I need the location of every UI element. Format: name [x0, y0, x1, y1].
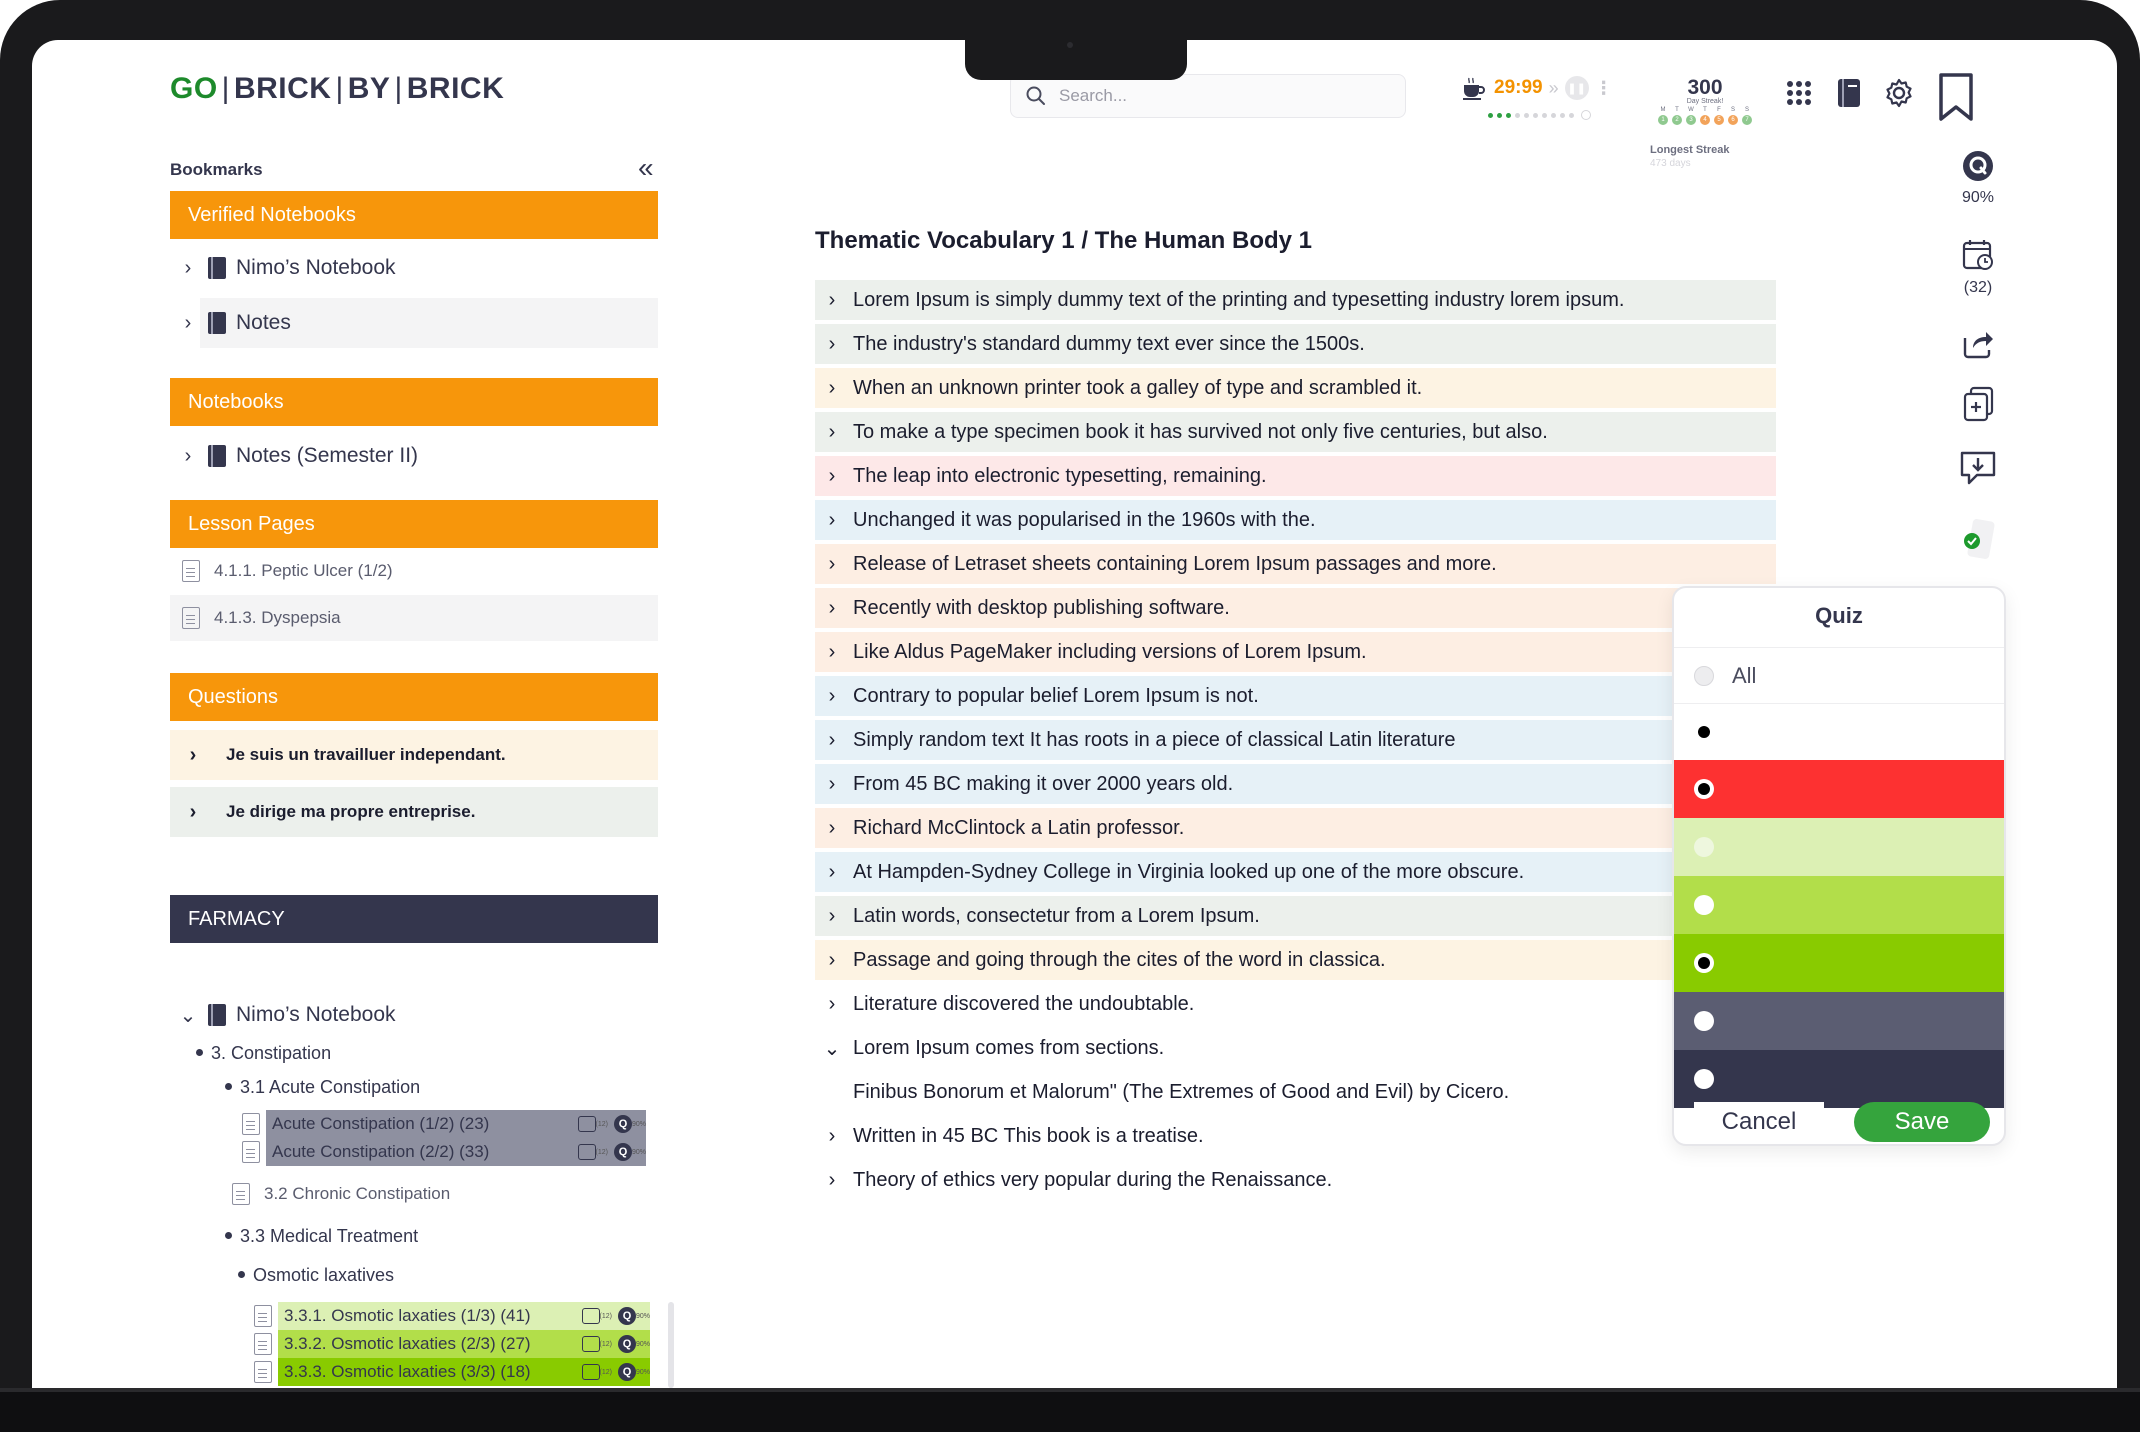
section-verified-notebooks[interactable]: Verified Notebooks: [170, 191, 658, 239]
camera-notch: [965, 40, 1187, 80]
lesson-item[interactable]: [170, 595, 658, 641]
line-text: Richard McClintock a Latin professor.: [853, 816, 1185, 839]
tree-page[interactable]: [254, 1330, 650, 1358]
fast-forward-icon[interactable]: »: [1548, 77, 1559, 98]
study-timer: [1460, 74, 1613, 102]
chevron-right-icon[interactable]: ›: [828, 772, 836, 795]
radio-gray[interactable]: [1694, 1011, 1714, 1031]
chevron-right-icon[interactable]: ›: [189, 743, 197, 766]
streak-day-circles: 1 2 3 4 5 6 7: [1650, 115, 1760, 125]
logo-brick: BRICK: [233, 72, 332, 105]
item-label: Nimo’s Notebook: [236, 1003, 396, 1026]
quiz-option-lime[interactable]: [1674, 876, 2004, 934]
lesson-label: 4.1.3. Dyspepsia: [214, 608, 341, 627]
page-label: 3.3.2. Osmotic laxaties (2/3) (27): [284, 1334, 531, 1353]
quiz-option-red[interactable]: [1674, 760, 2004, 818]
content-line[interactable]: [815, 676, 1776, 716]
line-text: Theory of ethics very popular during the Renaissance.: [853, 1168, 1333, 1191]
page-label: Acute Constipation (2/2) (33): [272, 1142, 490, 1161]
chevron-right-icon[interactable]: ›: [828, 992, 836, 1015]
timer-more-icon[interactable]: ⋮: [1594, 77, 1613, 98]
quiz-option-white[interactable]: [1674, 704, 2004, 760]
notebook-icon: [208, 445, 226, 467]
logo-by: BY: [347, 72, 391, 105]
quiz-check-icon: [1960, 518, 1996, 562]
tree-label: 3. Constipation: [211, 1043, 332, 1063]
collapse-sidebar-icon[interactable]: «: [638, 152, 654, 183]
content-line[interactable]: [815, 896, 1776, 936]
quiz-option-green[interactable]: [1674, 934, 2004, 992]
tree-page[interactable]: [242, 1110, 646, 1138]
sidebar-item-nimos-notebook[interactable]: [170, 243, 658, 293]
content-line[interactable]: [815, 368, 1776, 408]
quiz-q-icon[interactable]: Q 90%: [618, 1363, 650, 1381]
question-item[interactable]: [170, 730, 658, 780]
quiz-percent: 90%: [1961, 189, 1995, 206]
document-icon: [182, 607, 200, 629]
pause-icon[interactable]: ❚❚: [1565, 76, 1589, 100]
line-text: Literature discovered the undoubtable.: [853, 992, 1195, 1015]
settings-gear-icon[interactable]: [1882, 76, 1916, 110]
lesson-label: 4.1.1. Peptic Ulcer (1/2): [214, 561, 393, 580]
chevron-right-icon[interactable]: ›: [828, 552, 836, 575]
chevron-right-icon[interactable]: ›: [828, 420, 836, 443]
page-label: 3.2 Chronic Constipation: [264, 1184, 451, 1203]
item-label: Notes: [236, 311, 291, 334]
logo-go: GO: [170, 72, 218, 105]
quiz-option-gray[interactable]: [1674, 992, 2004, 1050]
content-line[interactable]: [815, 456, 1776, 496]
line-text: When an unknown printer took a galley of type and scrambled it.: [853, 376, 1423, 399]
line-text: The industry's standard dummy text ever since the 1500s.: [853, 332, 1365, 355]
line-text: Finibus Bonorum et Malorum" (The Extremes of Good and Evil) by Cicero.: [853, 1080, 1510, 1103]
page-title: Thematic Vocabulary 1 / The Human Body 1: [815, 227, 1313, 254]
sidebar-title: Bookmarks: [170, 160, 263, 179]
content-line[interactable]: [815, 588, 1776, 628]
download-comments-button[interactable]: [1952, 448, 2004, 493]
tree-page[interactable]: [254, 1358, 650, 1386]
chevron-right-icon[interactable]: ›: [828, 684, 836, 707]
quiz-score[interactable]: [1952, 150, 2004, 207]
quiz-option-all[interactable]: [1674, 648, 2004, 704]
line-text: Like Aldus PageMaker including versions of Lorem Ipsum.: [853, 640, 1367, 663]
content-line[interactable]: [815, 632, 1776, 672]
content-line[interactable]: [815, 852, 1776, 892]
content-line[interactable]: [815, 940, 1776, 980]
document-icon: [254, 1305, 272, 1327]
content-line[interactable]: [815, 500, 1776, 540]
quiz-q-icon[interactable]: Q 90%: [618, 1307, 650, 1325]
comment-download-icon: [1959, 448, 1997, 488]
chevron-right-icon[interactable]: ›: [828, 948, 836, 971]
add-copy-icon: [1961, 386, 1995, 422]
search-input[interactable]: [1059, 86, 1379, 106]
line-text: Unchanged it was popularised in the 1960s with the.: [853, 508, 1316, 531]
tree-node[interactable]: [238, 1265, 394, 1286]
line-text: The leap into electronic typesetting, remaining.: [853, 464, 1267, 487]
content-line[interactable]: [815, 764, 1776, 804]
quiz-option-navy[interactable]: [1674, 1050, 2004, 1108]
question-item[interactable]: [170, 787, 658, 837]
timer-progress-dots: [1488, 110, 1591, 120]
line-text: Written in 45 BC This book is a treatise.: [853, 1124, 1204, 1147]
quiz-q-icon[interactable]: Q 90%: [614, 1115, 646, 1133]
page-label: 3.3.3. Osmotic laxaties (3/3) (18): [284, 1362, 531, 1381]
quiz-title: Quiz: [1674, 588, 2004, 648]
calendar-count-label: (32): [1963, 279, 1993, 296]
chevron-right-icon[interactable]: ›: [828, 508, 836, 531]
tree-page[interactable]: [254, 1302, 650, 1330]
chevron-right-icon[interactable]: ›: [828, 1124, 836, 1147]
item-label: Notes (Semester II): [236, 444, 419, 467]
cancel-button[interactable]: Cancel: [1694, 1102, 1824, 1142]
tree-label: 3.3 Medical Treatment: [240, 1226, 419, 1246]
radio-lime[interactable]: [1694, 895, 1714, 915]
chevron-right-icon[interactable]: ›: [828, 376, 836, 399]
section-lesson-pages[interactable]: Lesson Pages: [170, 500, 658, 548]
longest-streak-days: 473 days: [1650, 158, 1691, 169]
question-label: Je suis un travailluer independant.: [226, 745, 506, 764]
content-line[interactable]: [815, 808, 1776, 848]
line-text: At Hampden-Sydney College in Virginia looked up one of the more obscure.: [853, 860, 1525, 883]
content-line[interactable]: [815, 280, 1776, 320]
calendar-icon[interactable]: (12): [582, 1336, 612, 1352]
notebook-icon: [208, 312, 226, 334]
chevron-right-icon[interactable]: ›: [828, 904, 836, 927]
search-icon: [1025, 85, 1047, 107]
all-label: All: [1732, 662, 1757, 688]
streak-label: Day Streak!: [1686, 98, 1724, 105]
line-text: To make a type specimen book it has survived not only five centuries, but also.: [853, 420, 1548, 443]
tree-node[interactable]: [225, 1226, 418, 1247]
chevron-right-icon[interactable]: ›: [828, 288, 836, 311]
streak-count: 300: [1687, 76, 1723, 99]
app-logo[interactable]: GO | BRICK | BY | BRICK: [170, 72, 505, 105]
chevron-right-icon[interactable]: ›: [828, 860, 836, 883]
chevron-right-icon[interactable]: ›: [828, 816, 836, 839]
line-text: Simply random text It has roots in a piece of classical Latin literature: [853, 728, 1456, 751]
lesson-item[interactable]: [170, 548, 658, 594]
bookmark-icon[interactable]: [1934, 72, 1978, 122]
longest-streak-label: Longest Streak: [1650, 144, 1730, 156]
apps-grid-icon[interactable]: [1782, 76, 1816, 110]
chevron-right-icon[interactable]: ›: [184, 311, 192, 334]
app-screen: [32, 40, 2117, 1388]
content-line[interactable]: [815, 324, 1776, 364]
notebook-icon: [208, 257, 226, 279]
content-line[interactable]: [815, 720, 1776, 760]
coffee-icon[interactable]: [1460, 74, 1488, 102]
tree-root-nimos-notebook[interactable]: [170, 990, 658, 1040]
chevron-down-icon[interactable]: ⌄: [823, 1037, 841, 1060]
content-line-expanded: [815, 1072, 1776, 1112]
line-text: Passage and going through the cites of the word in classica.: [853, 948, 1386, 971]
document-icon: [254, 1333, 272, 1355]
document-icon: [232, 1183, 250, 1205]
tree-label: 3.1 Acute Constipation: [240, 1077, 421, 1097]
chevron-right-icon[interactable]: ›: [184, 444, 192, 467]
chevron-right-icon[interactable]: ›: [828, 332, 836, 355]
section-notebooks[interactable]: Notebooks: [170, 378, 658, 426]
save-button[interactable]: Save: [1854, 1102, 1990, 1142]
timer-time: 29:99: [1494, 77, 1543, 98]
tree-page[interactable]: [242, 1138, 646, 1166]
chevron-right-icon[interactable]: ›: [828, 596, 836, 619]
radio-white[interactable]: [1694, 722, 1714, 742]
chevron-right-icon[interactable]: ›: [828, 728, 836, 751]
radio-red[interactable]: [1694, 779, 1714, 799]
document-icon: [242, 1113, 260, 1135]
content-line[interactable]: [815, 412, 1776, 452]
chevron-right-icon[interactable]: ›: [828, 1168, 836, 1191]
logo-brick-2: BRICK: [406, 72, 505, 105]
quiz-check-button[interactable]: [1952, 518, 2004, 567]
day-streak[interactable]: [1650, 76, 1760, 125]
search-box[interactable]: [1010, 74, 1406, 118]
tree-page[interactable]: [232, 1180, 450, 1208]
radio-navy[interactable]: [1694, 1069, 1714, 1089]
notebook-icon[interactable]: [1832, 76, 1866, 110]
share-icon: [1961, 326, 1995, 360]
line-text: Lorem Ipsum comes from sections.: [853, 1036, 1165, 1059]
section-questions[interactable]: Questions: [170, 673, 658, 721]
content-line[interactable]: [815, 1116, 1776, 1156]
sidebar-item-notes-semester-ii[interactable]: [170, 431, 658, 481]
notebook-icon: [208, 1004, 226, 1026]
line-text: From 45 BC making it over 2000 years old.: [853, 772, 1234, 795]
chevron-right-icon[interactable]: ›: [828, 640, 836, 663]
chevron-right-icon[interactable]: ›: [828, 464, 836, 487]
item-label: Nimo’s Notebook: [236, 256, 396, 279]
content-line[interactable]: [815, 1160, 1776, 1200]
content-line[interactable]: [815, 1028, 1776, 1068]
tree-node[interactable]: [196, 1043, 331, 1064]
line-text: Release of Letraset sheets containing Lorem Ipsum passages and more.: [853, 552, 1497, 575]
quiz-actions: [1674, 1102, 2006, 1142]
line-text: Contrary to popular belief Lorem Ipsum is not.: [853, 684, 1259, 707]
tree-label: Osmotic laxatives: [253, 1265, 395, 1285]
sidebar-item-notes[interactable]: [170, 298, 658, 348]
add-page-button[interactable]: [1952, 386, 2004, 427]
page-label: Acute Constipation (1/2) (23): [272, 1114, 490, 1133]
chevron-right-icon[interactable]: ›: [184, 256, 192, 279]
calendar-icon[interactable]: (12): [582, 1364, 612, 1380]
radio-all[interactable]: [1694, 666, 1714, 686]
quiz-q-icon[interactable]: Q 90%: [618, 1335, 650, 1353]
chevron-right-icon[interactable]: ›: [189, 800, 197, 823]
content-line[interactable]: [815, 544, 1776, 584]
calendar-icon[interactable]: (12): [578, 1144, 608, 1160]
camera-dot: [1067, 42, 1073, 48]
question-label: Je dirige ma propre entreprise.: [226, 802, 476, 821]
quiz-option-light-green[interactable]: [1674, 818, 2004, 876]
calendar-count[interactable]: [1952, 238, 2004, 297]
line-text: Lorem Ipsum is simply dummy text of the printing and typesetting industry lorem ipsum.: [853, 288, 1625, 311]
radio-green[interactable]: [1694, 953, 1714, 973]
calendar-icon[interactable]: (12): [582, 1308, 612, 1324]
document-icon: [242, 1141, 260, 1163]
document-icon: [182, 560, 200, 582]
chevron-down-icon[interactable]: ⌄: [179, 1004, 197, 1027]
quiz-q-icon: [1962, 150, 1994, 182]
share-button[interactable]: [1952, 326, 2004, 365]
calendar-clock-icon: [1961, 238, 1995, 272]
streak-weekdays: M T W T F S S: [1660, 107, 1749, 113]
content-line[interactable]: [815, 984, 1776, 1024]
line-text: Latin words, consectetur from a Lorem Ipsum.: [853, 904, 1260, 927]
laptop-base: [0, 1388, 2140, 1432]
page-label: 3.3.1. Osmotic laxaties (1/3) (41): [284, 1306, 531, 1325]
document-icon: [254, 1361, 272, 1383]
quiz-filter-popup: [1672, 586, 2006, 1146]
sidebar-scrollbar[interactable]: [668, 1302, 674, 1388]
section-farmacy[interactable]: FARMACY: [170, 895, 658, 943]
tree-node[interactable]: [225, 1077, 420, 1098]
line-text: Recently with desktop publishing software.: [853, 596, 1230, 619]
calendar-icon[interactable]: (12): [578, 1116, 608, 1132]
quiz-q-icon[interactable]: Q 90%: [614, 1143, 646, 1161]
radio-light-green[interactable]: [1694, 837, 1714, 857]
